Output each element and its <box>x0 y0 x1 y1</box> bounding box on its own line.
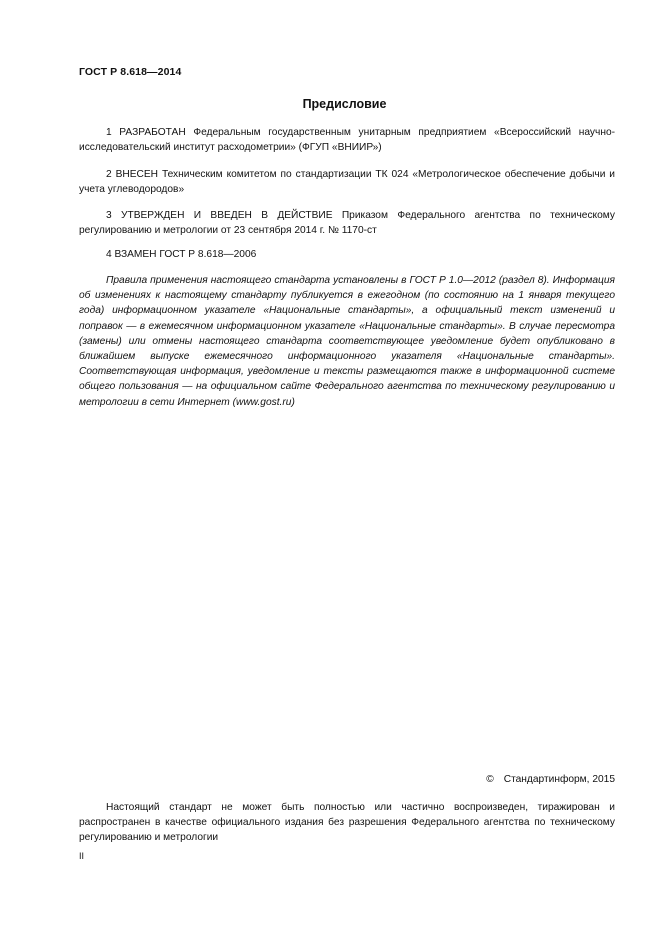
page-number: II <box>79 851 85 861</box>
copyright-symbol: © <box>486 774 494 785</box>
document-code-header: ГОСТ Р 8.618—2014 <box>79 66 182 78</box>
reproduction-notice: Настоящий стандарт не может быть полностью или частично воспроизведен, тиражирован и распространен в качестве официального издания без разрешения Федерального агентства по техническому регулированию и метрологии <box>79 802 615 844</box>
section-introduced: 2 ВНЕСЕН Техническим комитетом по стандартизации ТК 024 «Метрологическое обеспечение добычи и учета углеводородов» <box>79 169 615 196</box>
section-replaces: 4 ВЗАМЕН ГОСТ Р 8.618—2006 <box>106 249 257 260</box>
section-developed: 1 РАЗРАБОТАН Федеральным государственным унитарным предприятием «Всероссийский научно-исследовательский институт расходометрии» (ФГУП «ВНИИР») <box>79 127 615 154</box>
rules-application-note: Правила применения настоящего стандарта установлены в ГОСТ Р 1.0—2012 (раздел 8). Информация об изменениях к настоящему стандарту публикуется в ежегодном (по состоянию на 1 января текущего года) информационном указателе «Национальные стандарты», а официальный текст изменений и поправок — в ежемесячном информационном указателе «Национальные стандарты». В случае пересмотра (замены) или отмены настоящего стандарта соответствующее уведомление будет опубликовано в ближайшем выпуске ежемесячного информационного указателя «Национальные стандарты». Соответствующая информация, уведомление и тексты размещаются также в информационной системе общего пользования — на официальном сайте Федерального агентства по техническому регулированию и метрологии в сети Интернет (www.gost.ru) <box>79 275 615 408</box>
page-title: Предисловие <box>302 97 387 111</box>
copyright-holder: Стандартинформ, 2015 <box>503 774 615 785</box>
copyright-line <box>486 774 615 785</box>
section-approved: 3 УТВЕРЖДЕН И ВВЕДЕН В ДЕЙСТВИЕ Приказом Федерального агентства по техническому регулированию и метрологии от 23 сентября 2014 г. № 1170-ст <box>79 210 615 237</box>
